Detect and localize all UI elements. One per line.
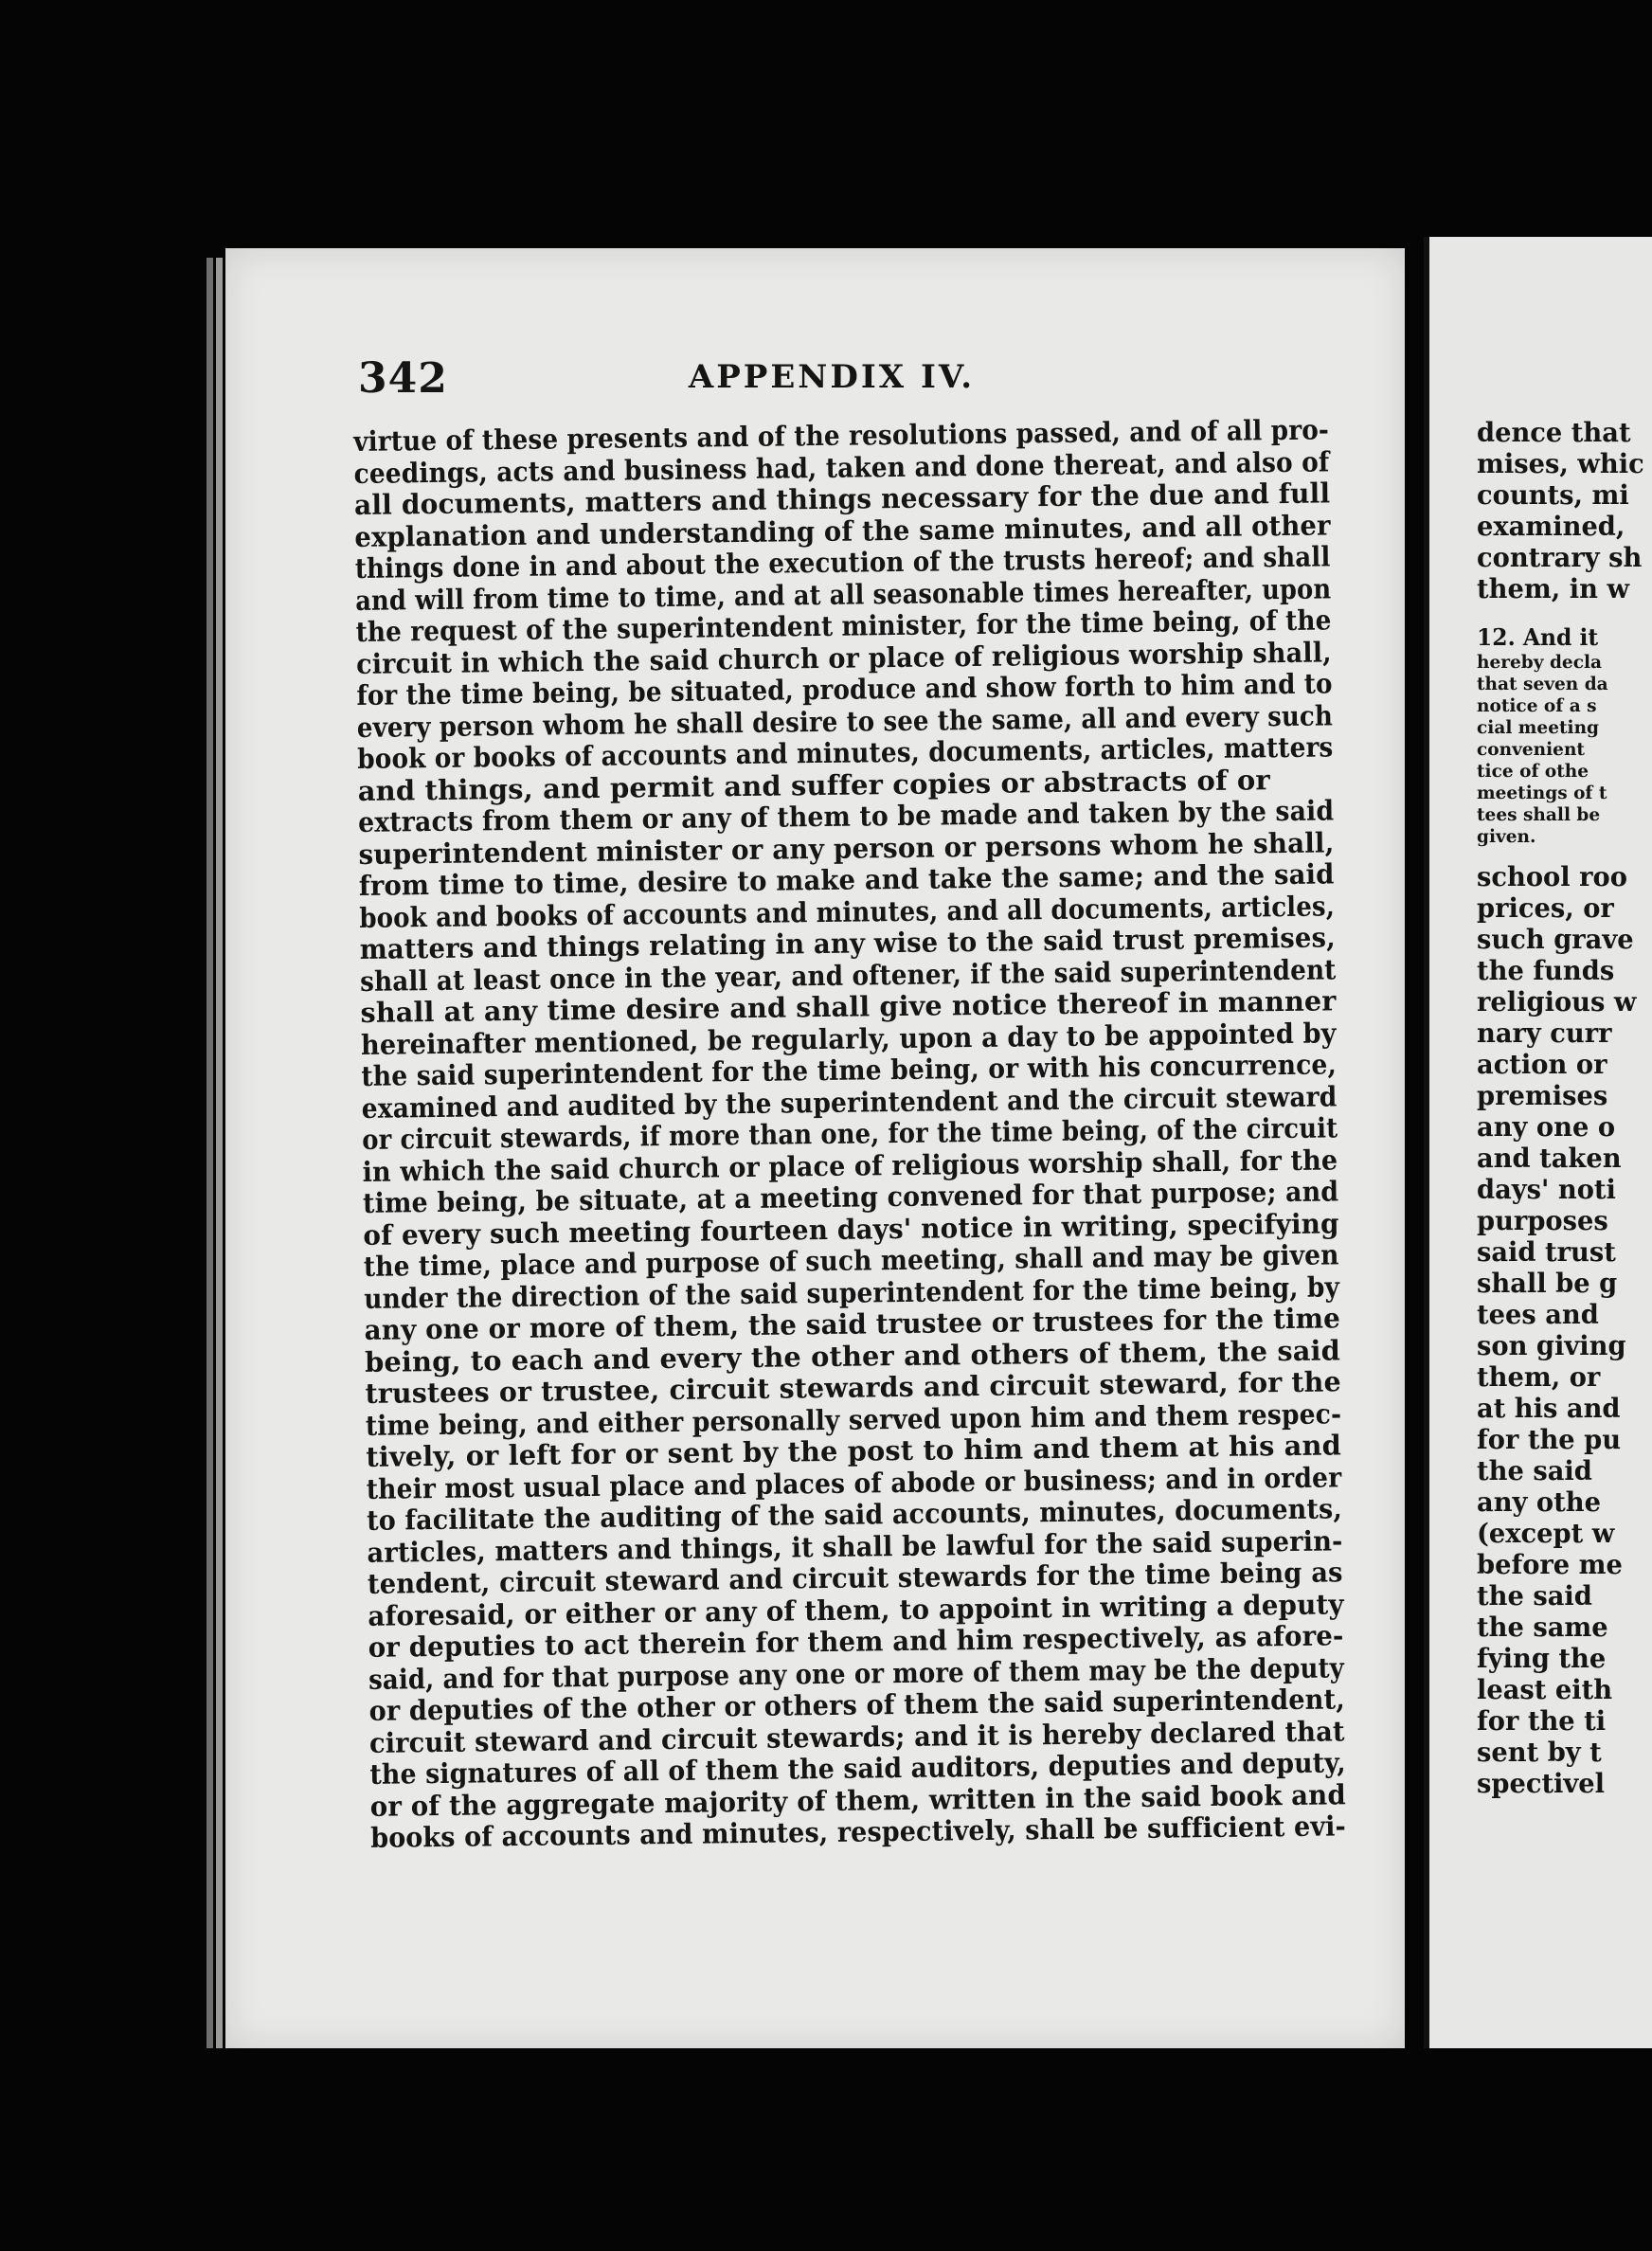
text-line: shall be g: [1477, 1268, 1618, 1299]
text-line: explanation and understanding of the same minutes, and all other: [354, 508, 1331, 553]
text-line: said trust: [1477, 1236, 1616, 1268]
text-line: book or books of accounts and minutes, documents, articles, matters: [357, 730, 1334, 775]
text-line: the said: [1477, 1580, 1592, 1612]
text-line: in which the said church or place of religious worship shall, for the: [362, 1143, 1338, 1188]
text-line: said, and for that purpose any one or more of them may be the deputy: [368, 1650, 1345, 1696]
side-note: [1477, 623, 1652, 848]
text-line: at his and: [1477, 1393, 1621, 1424]
text-line: trustees or trustee, circuit stewards and circuit steward, for the: [365, 1365, 1341, 1410]
text-line: contrary sh: [1477, 542, 1643, 573]
text-line: of every such meeting fourteen days' notice in writing, specifying: [363, 1206, 1339, 1252]
text-line: shall at any time desire and shall give notice thereof in manner: [360, 984, 1337, 1029]
text-line: circuit steward and circuit stewards; and it is hereby declared that: [368, 1714, 1345, 1759]
page-number: 342: [358, 354, 448, 403]
text-line: for the ti: [1477, 1705, 1607, 1737]
left-page: [225, 248, 1405, 2048]
text-line: any one or more of them, the said trustee or trustees for the time: [364, 1302, 1341, 1346]
side-note-line: convenient: [1477, 739, 1585, 760]
side-note-line: tice of othe: [1477, 761, 1589, 782]
side-note-line: tees shall be: [1477, 804, 1601, 825]
text-line: least eith: [1477, 1674, 1613, 1705]
text-line: and taken: [1477, 1143, 1622, 1174]
text-line: being, to each and every the other and others of them, the said: [364, 1333, 1341, 1378]
text-line: all documents, matters and things necessary for the due and full: [353, 477, 1331, 521]
text-line: religious w: [1477, 986, 1637, 1017]
text-line: or deputies of the other or others of them the said superintendent,: [368, 1683, 1346, 1727]
text-line: nary curr: [1477, 1017, 1612, 1049]
text-line: under the direction of the said superintendent for the time being, by: [364, 1270, 1340, 1315]
text-line: fying the: [1477, 1643, 1607, 1674]
text-line: action or: [1477, 1049, 1607, 1080]
text-line: virtue of these presents and of the resolutions passed, and of all pro-: [352, 413, 1330, 458]
text-line: every person whom he shall desire to see the same, all and every such: [356, 698, 1334, 744]
text-line: things done in and about the execution of the trusts hereof; and shall: [354, 540, 1331, 585]
text-line: the said: [1477, 1455, 1592, 1486]
text-line: their most usual place and places of abode or business; and in order: [366, 1460, 1342, 1505]
page-edge-strip: [206, 258, 213, 2048]
text-line: examined and audited by the superintendent and the circuit steward: [361, 1079, 1338, 1125]
text-line: book and books of accounts and minutes, and all documents, articles,: [359, 889, 1336, 934]
right-page-text: [1477, 417, 1652, 1799]
text-line: (except w: [1477, 1518, 1615, 1549]
page-header-title: APPENDIX IV.: [688, 358, 976, 396]
text-line: articles, matters and things, it shall be lawful for the said superin-: [367, 1523, 1343, 1569]
text-line: dence that: [1477, 417, 1631, 448]
text-line: or of the aggregate majority of them, written in the said book and: [369, 1777, 1346, 1823]
text-line: extracts from them or any of them to be made and taken by the said: [357, 794, 1335, 838]
text-line: and will from time to time, and at all seasonable times hereafter, upon: [355, 571, 1332, 617]
text-line: circuit in which the said church or place of religious worship shall,: [355, 635, 1332, 680]
body-text: [353, 414, 1346, 1854]
text-line: for the time being, be situated, produce and show forth to him and to: [356, 667, 1333, 711]
text-line: the same: [1477, 1612, 1608, 1643]
text-line: sent by t: [1477, 1737, 1602, 1768]
side-note-line: 12. And it: [1477, 623, 1599, 651]
text-line: them, in w: [1477, 573, 1629, 604]
text-line: counts, mi: [1477, 479, 1629, 511]
text-line: prices, or: [1477, 892, 1614, 924]
text-line: before me: [1477, 1549, 1623, 1580]
side-note-line: hereby decla: [1477, 652, 1603, 673]
right-page: [1424, 237, 1652, 2048]
right-page-top-paragraph: [1477, 417, 1652, 604]
text-line: tendent, circuit steward and circuit stewards for the time being as: [367, 1556, 1343, 1600]
text-line: matters and things relating in any wise to the said trust premises,: [359, 921, 1337, 965]
text-line: or deputies to act therein for them and him respectively, as afore-: [368, 1619, 1344, 1664]
text-line: and things, and permit and suffer copies or abstracts of or: [357, 763, 1270, 807]
text-line: for the pu: [1477, 1424, 1622, 1455]
side-note-line: given.: [1477, 826, 1536, 847]
text-line: books of accounts and minutes, respectively, shall be sufficient evi-: [369, 1810, 1347, 1854]
side-note-line: cial meeting: [1477, 717, 1600, 738]
text-line: the signatures of all of them the said auditors, deputies and deputy,: [369, 1746, 1346, 1791]
side-note-line: that seven da: [1477, 674, 1608, 694]
text-line: the funds: [1477, 955, 1615, 986]
side-note-line: notice of a s: [1477, 695, 1597, 716]
text-line: to facilitate the auditing of the said accounts, minutes, documents,: [366, 1492, 1343, 1537]
page-edge-strip: [216, 258, 223, 2048]
text-line: son giving: [1477, 1330, 1626, 1361]
running-head: [358, 354, 1381, 411]
text-line: time being, be situate, at a meeting convened for that purpose; and: [362, 1175, 1339, 1219]
text-line: purposes: [1477, 1205, 1608, 1236]
text-line: premises: [1477, 1080, 1608, 1111]
text-line: school roo: [1477, 861, 1627, 892]
text-line: hereinafter mentioned, be regularly, upon a day to be appointed by: [360, 1016, 1337, 1061]
text-line: mises, whic: [1477, 448, 1644, 479]
text-line: spectivel: [1477, 1768, 1606, 1799]
text-line: shall at least once in the year, and oftener, if the said superintendent: [359, 952, 1337, 998]
text-line: any othe: [1477, 1486, 1601, 1518]
text-line: the said superintendent for the time being, or with his concurrence,: [361, 1048, 1338, 1092]
text-line: the time, place and purpose of such meeting, shall and may be given: [363, 1238, 1339, 1283]
text-line: aforesaid, or either or any of them, to appoint in writing a deputy: [368, 1587, 1344, 1632]
text-line: the request of the superintendent minister, for the time being, of the: [355, 603, 1332, 648]
side-note-line: meetings of t: [1477, 783, 1607, 803]
text-line: such grave: [1477, 924, 1634, 955]
text-line: any one o: [1477, 1111, 1616, 1143]
text-line: them, or: [1477, 1361, 1601, 1393]
text-line: from time to time, desire to make and take the same; and the said: [358, 857, 1335, 902]
text-line: tively, or left for or sent by the post to him and them at his and: [366, 1429, 1342, 1473]
text-line: ceedings, acts and business had, taken and done thereat, and also of: [353, 444, 1330, 490]
text-line: examined,: [1477, 511, 1625, 542]
text-line: or circuit stewards, if more than one, for the time being, of the circuit: [361, 1111, 1338, 1156]
right-page-bottom-paragraph: [1477, 861, 1652, 1799]
text-line: time being, and either personally served upon him and them respec-: [365, 1396, 1342, 1442]
text-line: tees and: [1477, 1299, 1599, 1330]
text-line: superintendent minister or any person or persons whom he shall,: [358, 825, 1335, 871]
text-line: days' noti: [1477, 1174, 1616, 1205]
